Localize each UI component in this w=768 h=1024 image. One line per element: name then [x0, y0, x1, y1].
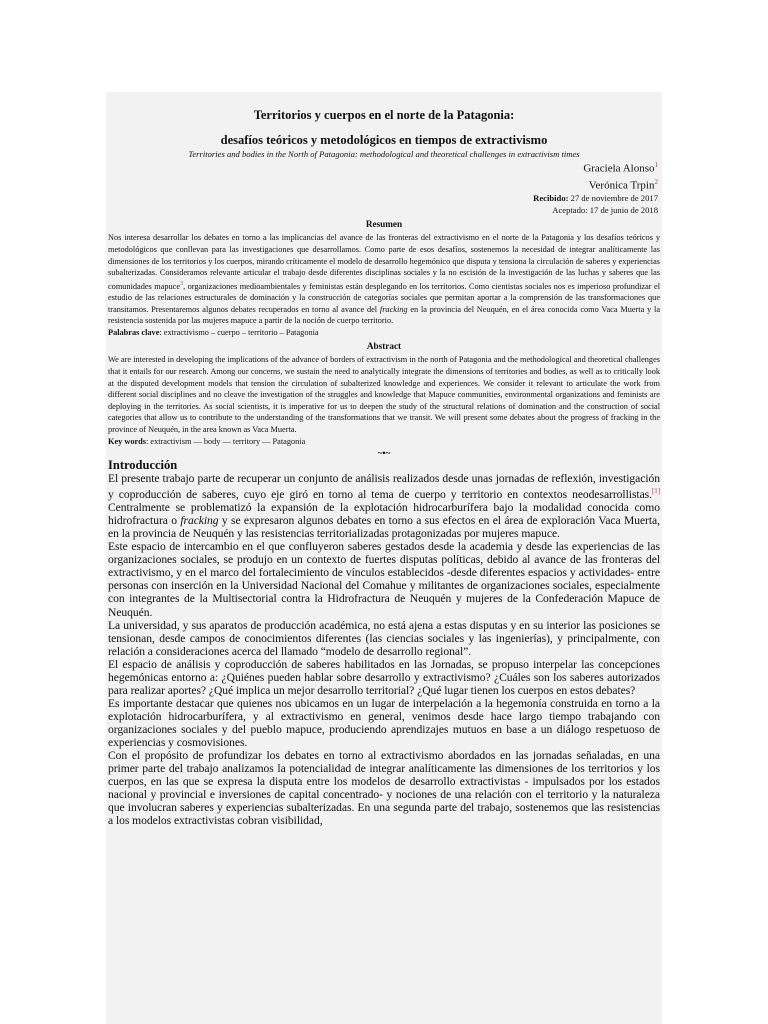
palabras-clave	[108, 327, 660, 339]
palabras-clave-label: Palabras clave	[108, 327, 160, 337]
received-date	[108, 192, 660, 204]
author-1-footnote-link[interactable]: 1	[654, 161, 658, 169]
title-line-2: desafíos teóricos y metodológicos en tiempos de extractivismo	[220, 133, 548, 147]
key-words-label: Key words	[108, 436, 147, 446]
document-page	[106, 92, 662, 1024]
intro-paragraph-1	[108, 472, 660, 540]
intro-paragraph-2: Este espacio de intercambio en el que confluyeron saberes gestados desde la academia y desde las experiencias de las organizaciones sociales, se produjo en un contexto de fuertes disputas políticas, debido al avance de las fronteras del extractivismo, y en el marco del fortalecimiento de vínculos establecidos -desde diferentes espacios y actividades- entre personas con inserción en la Universidad Nacional del Comahue y militantes de organizaciones sociales, especialmente con integrantes de la Multisectorial contra la Hidrofractura de Neuquén y mujeres de la Confederación Mapuce de Neuquén.	[108, 540, 660, 619]
key-words-values: : extractivism — body — territory — Patagonia	[146, 436, 306, 446]
resumen-text-part-2: , organizaciones medioambientales y feministas están desplegando en los territorios. Como cientistas sociales nos es imperioso profundizar el estudio de las relaciones estructurales de dominación y la construcción de categorías sociales que permitan aportar a la comprensión de las transformaciones que transitamos. Presentaremos algunos debates recuperados en torno al avance del	[108, 281, 660, 314]
palabras-clave-values: : extractivismo – cuerpo – territorio – Patagonia	[159, 327, 319, 337]
author-1	[108, 159, 660, 176]
intro-paragraph-5: Es importante destacar que quienes nos ubicamos en un lugar de interpelación a la hegemonía construida en torno a la explotación hidrocarburífera, y al extractivismo en general, venimos desde hace largo tiempo trabajando con organizaciones sociales y del pueblo mapuce, produciendo aprendizajes mutuos en base a un diálogo respetuoso de experiencias y cosmovisiones.	[108, 696, 660, 749]
abstract-heading: Abstract	[366, 341, 402, 352]
author-2-name: Verónica Trpin	[588, 179, 655, 192]
accepted-value: 17 de junio de 2018	[589, 205, 658, 216]
intro-p1-part-1: El presente trabajo parte de recuperar un conjunto de análisis realizados desde unas jornadas de reflexión, investigación y coproducción de saberes, cuyo eje giró en torno al tema de cuerpo y territorio en contextos neodesarrollistas.	[108, 472, 660, 502]
resumen-footnote-link[interactable]: 3	[180, 280, 184, 287]
received-value: 27 de noviembre de 2017	[570, 193, 658, 204]
intro-italic-fracking: fracking	[180, 514, 219, 528]
section-separator: ~•~	[377, 448, 391, 459]
intro-p1-part-2: Centralmente se problematizó la expansión de la explotación hidrocarburífera bajo la modalidad conocida como hidrofractura o	[108, 501, 660, 528]
english-title: Territories and bodies in the North of Patagonia: methodological and theoretical challenges in extractivism times	[188, 149, 580, 159]
title-line-1: Territorios y cuerpos en el norte de la Patagonia:	[253, 108, 515, 122]
accepted-label: Aceptado:	[552, 205, 588, 216]
accepted-date	[108, 204, 660, 216]
received-label: Recibido:	[533, 193, 569, 204]
intro-paragraph-4: El espacio de análisis y coproducción de saberes habilitados en las Jornadas, se propuso interpelar las concepciones hegemónicas entorno a: ¿Quiénes pueden hablar sobre desarrollo y extractivismo? ¿Cuáles son los saberes autorizados para realizar aportes? ¿Qué implica un mejor desarrollo territorial? ¿Qué lugar tienen los cuerpos en estos debates?	[108, 657, 660, 697]
author-2-footnote-link[interactable]: 2	[654, 177, 658, 186]
intro-paragraph-3: La universidad, y sus aparatos de producción académica, no está ajena a estas disputas y en su interior las posiciones se tensionan, desde campos de conocimientos diferentes (las ciencias sociales y las ingenierías), y principalmente, con relación a consideraciones acerca del llamado “modelo de desarrollo regional”.	[108, 618, 660, 658]
author-1-name: Graciela Alonso	[583, 162, 655, 175]
author-2	[108, 176, 660, 193]
abstract-text: We are interested in developing the implications of the advance of borders of extractivism in the north of Patagonia and the methodological and theoretical challenges that it entails for our research. Among our concerns, we sustain the need to analytically integrate the dimensions of territories and bodies, as well as to critically look at the disputed development models that tension the circulation of subalterized knowledge and experiences. We consider it relevant to articulate the work from different social disciplines and no cleave the investigation of the struggles and knowledge that Mapuce communities, environmental organizations and feminists are deploying in the territories. As social scientists, it is imperative for us to deepen the study of the structural relations of domination and the construction of social categories that allow us to contribute to the understanding of the transformations that we transit. We will present some debates about the progress of fracking in the province of Neuquén, in the area known as Vaca Muerta.	[108, 355, 660, 434]
introduccion-heading: Introducción	[108, 458, 178, 473]
resumen-text-part-3: en la provincia del Neuquén, en el área conocida como Vaca Muerta y la resistencia sostenida por las mujeres mapuce a partir de la noción de cuerpo territorio.	[108, 304, 660, 326]
resumen-italic-fracking: fracking	[379, 304, 408, 314]
intro-paragraph-6: Con el propósito de profundizar los debates en torno al extractivismo abordados en las jornadas señaladas, en una primer parte del trabajo analizamos la potencialidad de integrar analíticamente las dimensiones de los territorios y los cuerpos, en las que se expresa la disputa entre los modelos de desarrollo extractivistas - impulsados por los estados nacional y provincial e inversiones de capital concentrado- y nociones de una relación con el territorio y la naturaleza que involucran saberes y experiencias subalterizadas. En una segunda parte del trabajo, sostenemos que las resistencias a los modelos extractivistas cobran visibilidad,	[108, 749, 660, 828]
key-words	[108, 436, 660, 448]
resumen-text	[108, 232, 660, 327]
intro-footnote-link[interactable]: [1]	[651, 487, 660, 496]
resumen-heading: Resumen	[365, 219, 403, 230]
intro-p1-part-3: y se expresaron algunos debates en torno a sus efectos en el área de exploración Vaca Muerta, en la provincia de Neuquén y las resistencias territorializadas protagonizadas por mujeres mapuce.	[108, 514, 660, 541]
resumen-text-part-1: Nos interesa desarrollar los debates en torno a las implicancias del avance de las fronteras del extractivismo en el norte de la Patagonia y los desafíos teóricos y metodológicos que conllevan para las investigaciones que desarrollamos. Como parte de esos desafíos, sostenemos la necesidad de integrar analíticamente las dimensiones de los territorios y los cuerpos, mirando críticamente el modelo de desarrollo hegemónico que disputa y tensiona la circulación de saberes y experiencias subalterizadas. Consideramos relevante articular el trabajo desde diferentes disciplinas sociales y la no escisión de la investigación de las luchas y saberes que las comunidades mapuce	[108, 233, 660, 291]
